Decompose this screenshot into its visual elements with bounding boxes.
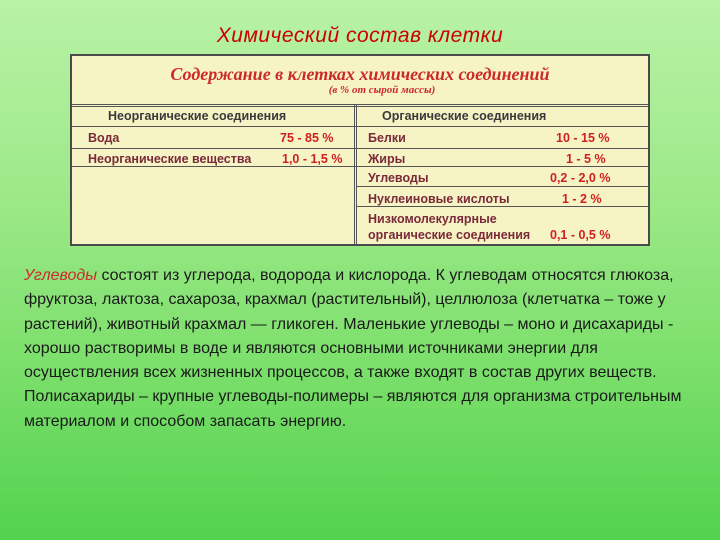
organic-name: Белки <box>368 131 406 145</box>
paragraph: Полисахариды – крупные углеводы-полимеры – являются для организма строительным материалом и способом запасать энергию. <box>24 388 682 430</box>
organic-name: Нуклеиновые кислоты <box>368 192 510 206</box>
lead-term: Углеводы <box>24 267 98 284</box>
column-header-organic: Органические соединения <box>382 109 547 123</box>
table-column-divider <box>354 104 357 244</box>
table-divider <box>72 104 648 107</box>
inorganic-value: 1,0 - 1,5 % <box>282 152 343 166</box>
inorganic-value: 75 - 85 % <box>280 131 334 145</box>
body-text <box>24 264 704 434</box>
organic-value: 0,2 - 2,0 % <box>550 171 611 185</box>
table-divider <box>356 186 648 187</box>
organic-name: органические соединения <box>368 228 531 242</box>
column-header-inorganic: Неорганические соединения <box>108 109 287 123</box>
organic-name: Жиры <box>368 152 406 166</box>
table-divider <box>72 126 648 127</box>
inorganic-name: Вода <box>88 131 120 145</box>
paragraph-text: состоят из углерода, водорода и кислорода. К углеводам относятся глюкоза, фруктоза, лактоза, сахароза, крахмал (растительный), целлюлоза (клетчатка – тоже у растений), животный крахмал — гликоген. Маленькие углеводы – моно и дисахариды - хорошо растворимы в воде и являются основными источниками энергии для осуществления всех жизненных процессов, а также входят в состав других веществ. <box>24 267 674 382</box>
slide-title: Химический состав клетки <box>216 24 504 47</box>
organic-value: 0,1 - 0,5 % <box>550 228 611 242</box>
table-subheading: (в % от сырой массы) <box>328 84 436 96</box>
organic-name: Углеводы <box>368 171 429 185</box>
organic-value: 1 - 5 % <box>566 152 606 166</box>
composition-table <box>70 54 650 246</box>
organic-name: Низкомолекулярные <box>368 212 497 226</box>
table-divider <box>356 206 648 207</box>
table-divider <box>72 166 648 167</box>
table-heading: Содержание в клетках химических соединений <box>170 64 550 84</box>
paragraph <box>24 264 704 385</box>
inorganic-name: Неорганические вещества <box>88 152 252 166</box>
organic-value: 10 - 15 % <box>556 131 610 145</box>
organic-value: 1 - 2 % <box>562 192 602 206</box>
table-divider <box>72 148 648 149</box>
